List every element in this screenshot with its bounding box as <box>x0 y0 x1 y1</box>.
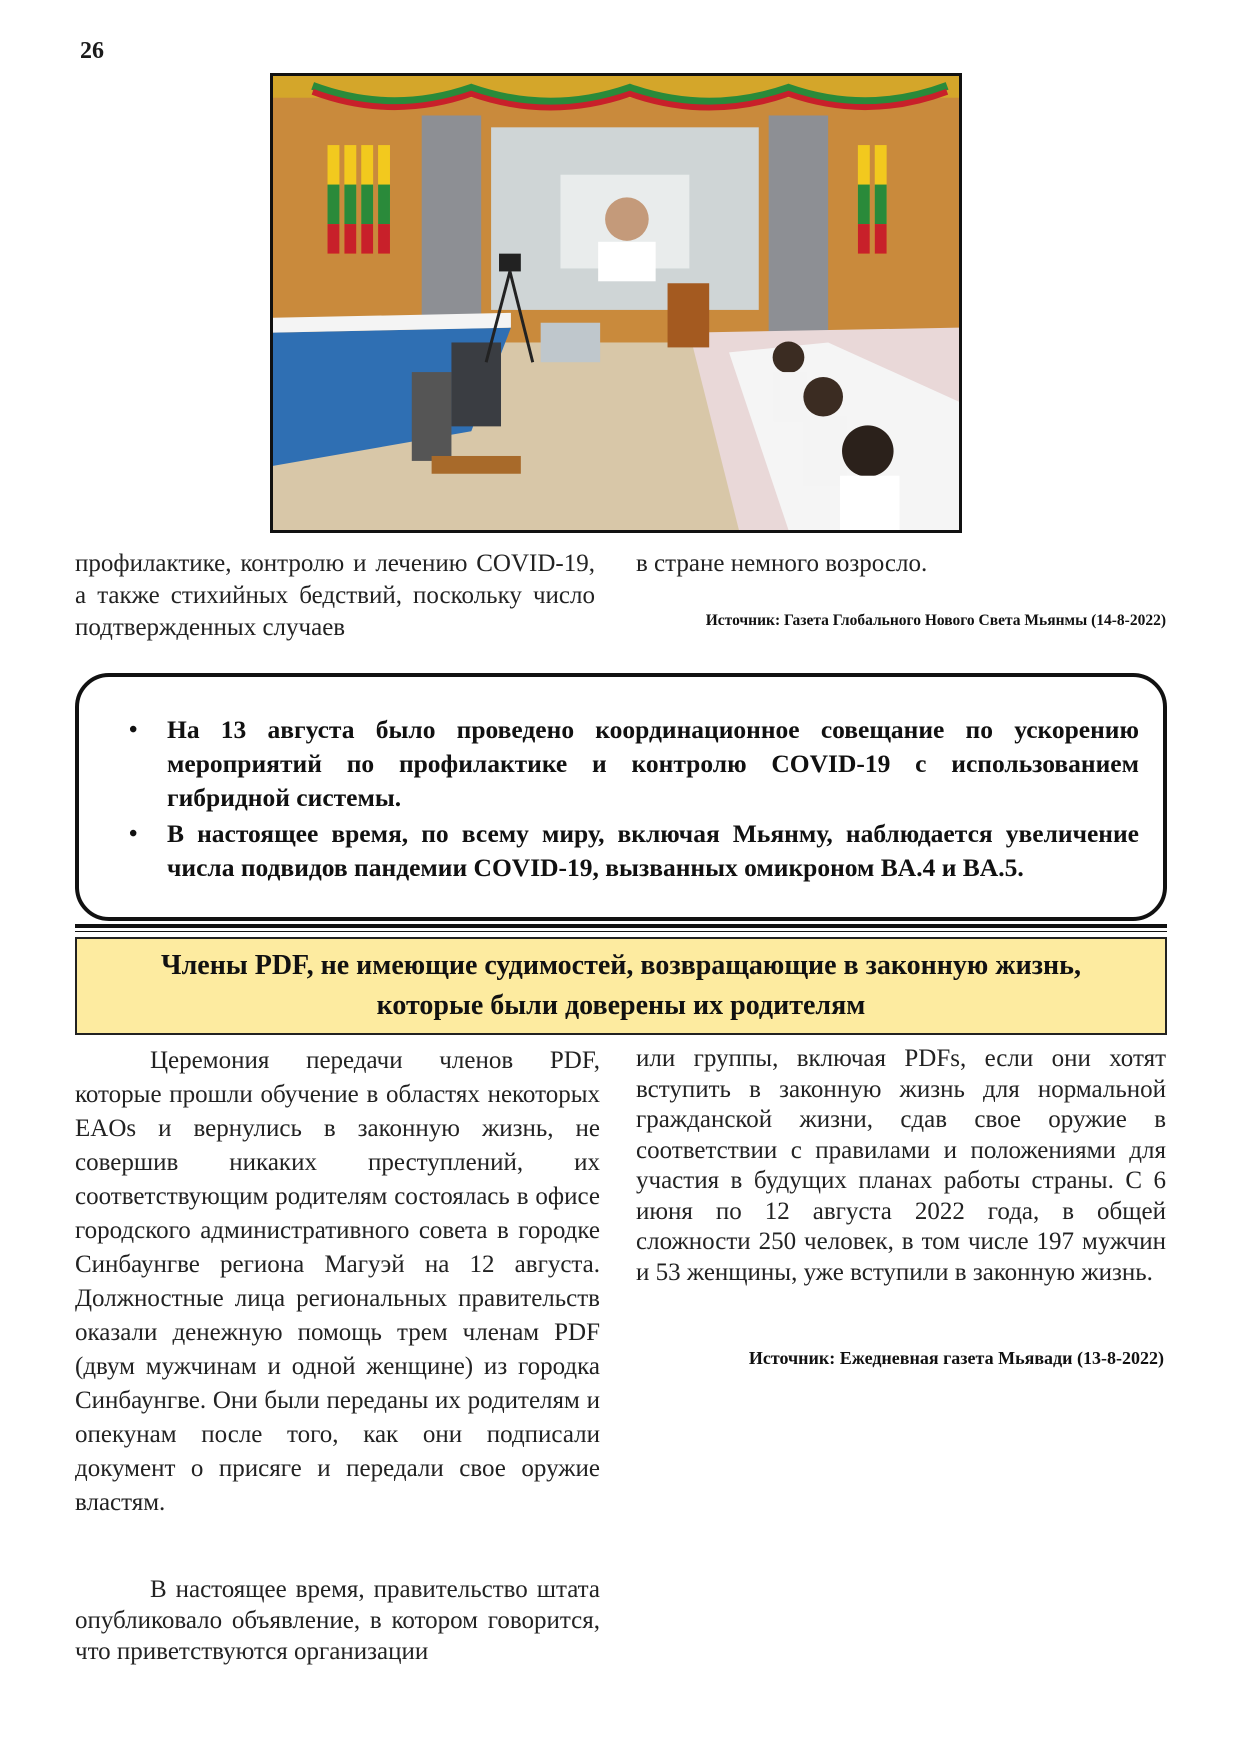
article1-left-text: профилактике, контролю и лечению COVID-19, а также стихийных бедствий, поскольку число подтвержденных случаев <box>75 550 595 641</box>
meeting-photo <box>270 73 962 533</box>
highlights-list <box>129 713 1139 885</box>
bullet-icon: • <box>129 717 138 743</box>
article2-headline: Члены PDF, не имеющие судимостей, возвращающие в законную жизнь, которые были доверены их родителям <box>161 950 1081 1021</box>
article2-left-para1: Церемония передачи членов PDF, которые прошли обучение в областях некоторых EAOs и вернулись в законную жизнь, не совершив никаких преступлений, их соответствующим родителям состоялась в офисе городского административного совета в городке Синбаунгве региона Магуэй на 12 августа. Должностные лица региональных правительств оказали денежную помощь трем членам PDF (двум мужчинам и одной женщине) из городка Синбаунгве. Они были переданы их родителям и опекунам после того, как они подписали документ о присяге и передали свое оружие властям. <box>75 1047 600 1516</box>
article2-left-para2: В настоящее время, правительство штата опубликовало объявление, в котором говорится, что приветствуются организации <box>75 1576 600 1665</box>
article2-right-para: или группы, включая PDFs, если они хотят вступить в законную жизнь для нормальной гражданской жизни, сдав свое оружие в соответствии с правилами и положениями для участия в будущих планах работы страны. С 6 июня по 12 августа 2022 года, в общей сложности 250 человек, в том числе 197 мужчин и 53 женщины, уже вступили в законную жизнь. <box>636 1045 1166 1286</box>
highlight-item <box>129 817 1139 885</box>
article1-source: Источник: Газета Глобального Нового Света Мьянмы (14-8-2022) <box>705 612 1166 629</box>
highlight-text: В настоящее время, по всему миру, включая Мьянму, наблюдается увеличение числа подвидов пандемии COVID-19, вызванных омикроном BA.4 и BA.5. <box>167 819 1139 882</box>
article2-headline-box <box>75 937 1167 1035</box>
meeting-photo-illustration <box>273 76 959 530</box>
article2-source: Источник: Ежедневная газета Мьявади (13-8-2022) <box>748 1348 1164 1368</box>
bullet-icon: • <box>129 821 138 847</box>
highlights-box <box>75 673 1167 921</box>
divider-thin <box>75 931 1167 932</box>
article1-right-text: в стране немного возросло. <box>636 550 928 577</box>
highlight-text: На 13 августа было проведено координационное совещание по ускорению мероприятий по профилактике и контролю COVID-19 с использованием гибридной системы. <box>167 715 1139 812</box>
page-number: 26 <box>80 38 104 64</box>
highlight-item <box>129 713 1139 815</box>
divider-thick <box>75 924 1167 928</box>
